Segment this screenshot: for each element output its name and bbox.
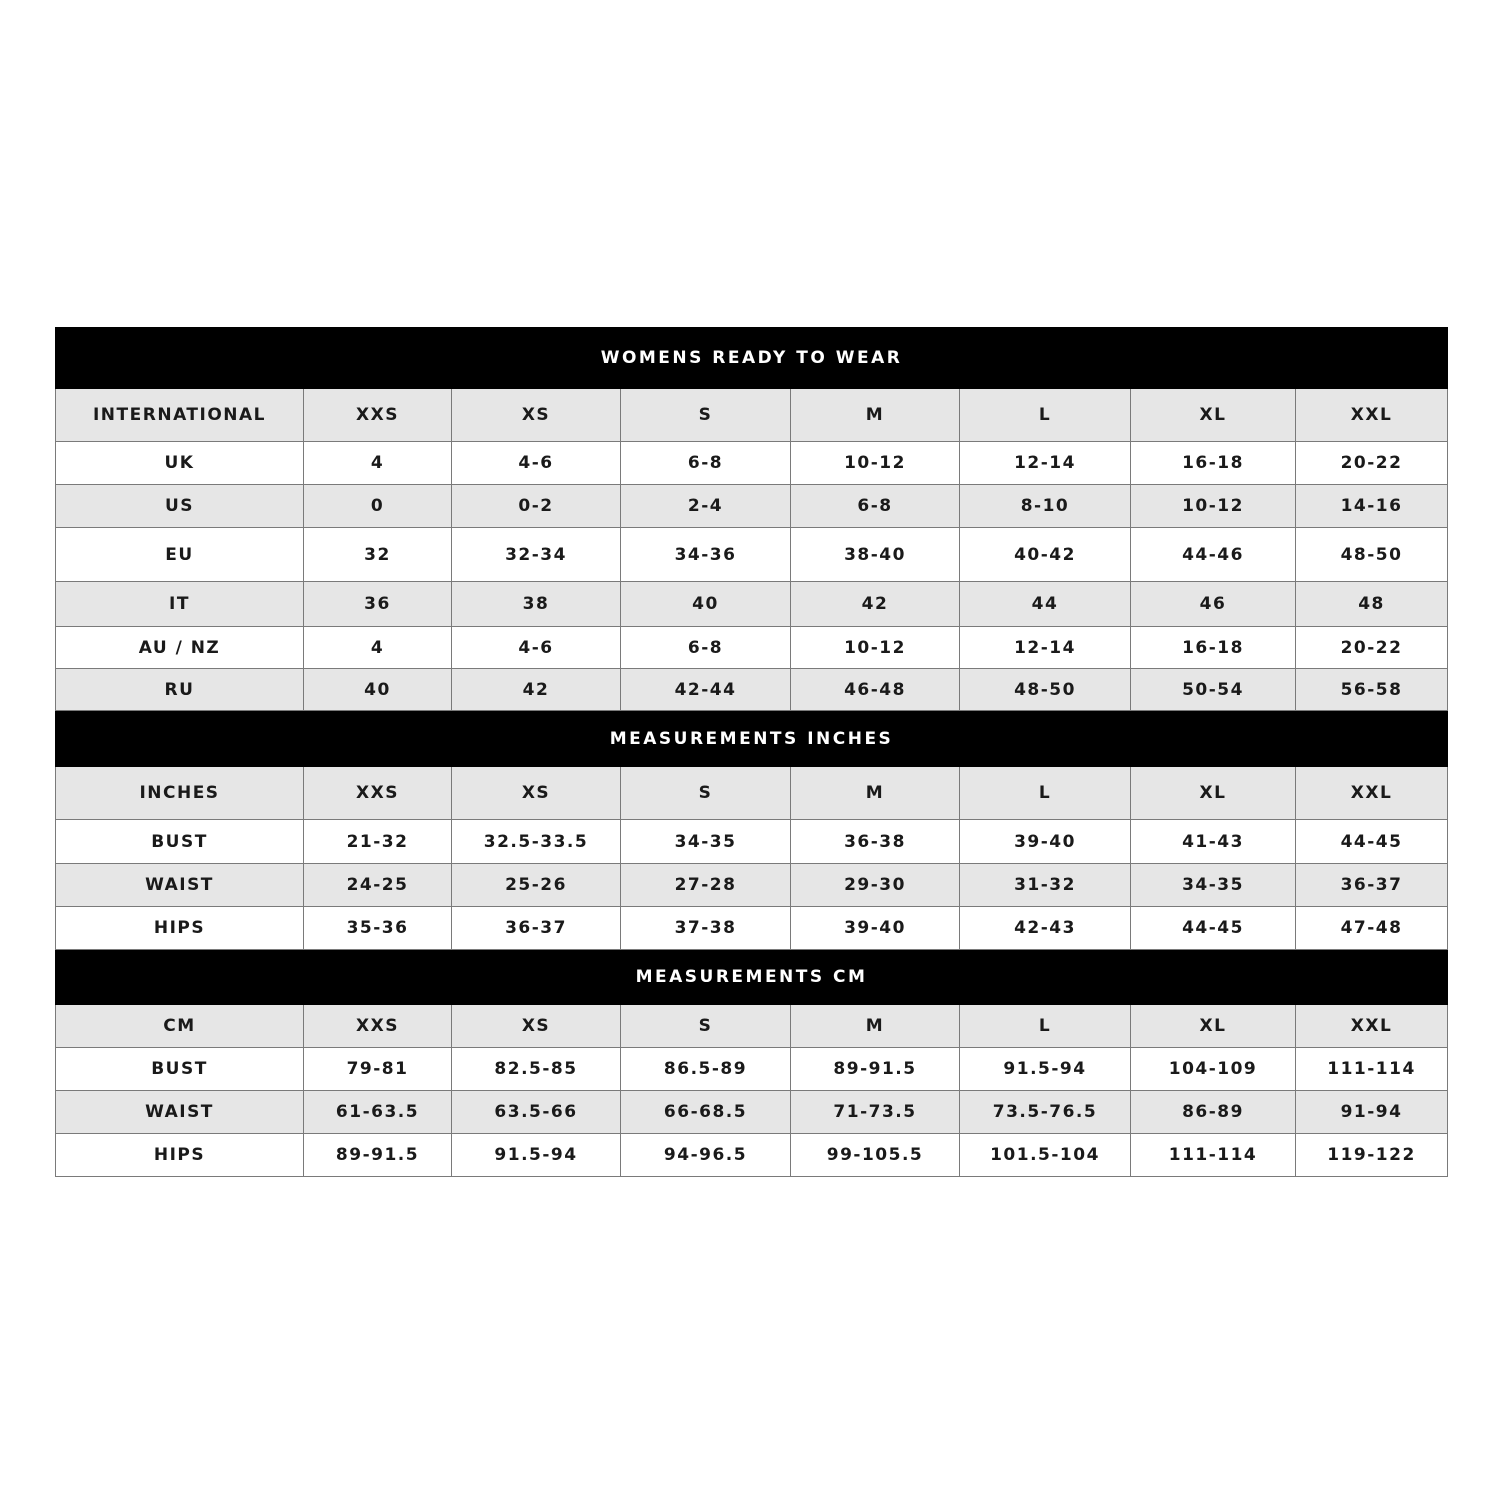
table-cell: 10-12: [791, 442, 960, 485]
table-cell: 44-45: [1296, 820, 1448, 864]
table-cell: 4: [304, 627, 452, 669]
size-column-header: L: [960, 389, 1131, 442]
table-cell: 79-81: [304, 1048, 452, 1091]
table-cell: 29-30: [791, 864, 960, 907]
table-row: [56, 1091, 1448, 1134]
table-cell: 44-46: [1131, 528, 1296, 582]
header-row: [56, 1005, 1448, 1048]
row-label: BUST: [56, 820, 304, 864]
table-cell: 4-6: [452, 442, 621, 485]
header-row: [56, 767, 1448, 820]
table-cell: 42-43: [960, 907, 1131, 950]
table-cell: 82.5-85: [452, 1048, 621, 1091]
table-cell: 89-91.5: [791, 1048, 960, 1091]
row-header-label: CM: [56, 1005, 304, 1048]
table-cell: 42: [452, 669, 621, 711]
row-label: HIPS: [56, 907, 304, 950]
table-row: [56, 907, 1448, 950]
table-cell: 42: [791, 582, 960, 627]
size-column-header: M: [791, 1005, 960, 1048]
table-cell: 36-38: [791, 820, 960, 864]
table-cell: 25-26: [452, 864, 621, 907]
table-cell: 44: [960, 582, 1131, 627]
header-row: [56, 389, 1448, 442]
row-header-label: INTERNATIONAL: [56, 389, 304, 442]
table-cell: 16-18: [1131, 627, 1296, 669]
size-column-header: M: [791, 389, 960, 442]
table-cell: 6-8: [621, 442, 791, 485]
row-label: UK: [56, 442, 304, 485]
table-row: [56, 864, 1448, 907]
table-cell: 35-36: [304, 907, 452, 950]
table-cell: 41-43: [1131, 820, 1296, 864]
table-row: [56, 627, 1448, 669]
size-column-header: XXL: [1296, 389, 1448, 442]
table-cell: 10-12: [791, 627, 960, 669]
table-cell: 20-22: [1296, 442, 1448, 485]
table-cell: 32-34: [452, 528, 621, 582]
size-column-header: XXS: [304, 767, 452, 820]
table-cell: 101.5-104: [960, 1134, 1131, 1177]
section-title: MEASUREMENTS CM: [56, 950, 1448, 1005]
size-column-header: XL: [1131, 1005, 1296, 1048]
table-cell: 8-10: [960, 485, 1131, 528]
table-cell: 48-50: [1296, 528, 1448, 582]
size-column-header: XS: [452, 767, 621, 820]
table-row: [56, 442, 1448, 485]
table-cell: 12-14: [960, 627, 1131, 669]
table-cell: 6-8: [791, 485, 960, 528]
table-cell: 34-35: [1131, 864, 1296, 907]
size-column-header: XS: [452, 389, 621, 442]
table-cell: 42-44: [621, 669, 791, 711]
table-cell: 119-122: [1296, 1134, 1448, 1177]
table-cell: 36: [304, 582, 452, 627]
row-label: IT: [56, 582, 304, 627]
size-column-header: XS: [452, 1005, 621, 1048]
size-column-header: XXL: [1296, 1005, 1448, 1048]
row-label: AU / NZ: [56, 627, 304, 669]
size-column-header: XXS: [304, 389, 452, 442]
table-cell: 12-14: [960, 442, 1131, 485]
table-cell: 37-38: [621, 907, 791, 950]
section-title: MEASUREMENTS INCHES: [56, 711, 1448, 767]
size-column-header: M: [791, 767, 960, 820]
table-cell: 6-8: [621, 627, 791, 669]
table-cell: 40: [621, 582, 791, 627]
size-column-header: XXS: [304, 1005, 452, 1048]
table-cell: 2-4: [621, 485, 791, 528]
row-label: HIPS: [56, 1134, 304, 1177]
table-row: [56, 669, 1448, 711]
table-cell: 63.5-66: [452, 1091, 621, 1134]
table-cell: 14-16: [1296, 485, 1448, 528]
table-cell: 91-94: [1296, 1091, 1448, 1134]
table-cell: 61-63.5: [304, 1091, 452, 1134]
table-cell: 40: [304, 669, 452, 711]
row-label: WAIST: [56, 1091, 304, 1134]
row-label: US: [56, 485, 304, 528]
table-cell: 48-50: [960, 669, 1131, 711]
size-column-header: XXL: [1296, 767, 1448, 820]
table-cell: 50-54: [1131, 669, 1296, 711]
table-cell: 86-89: [1131, 1091, 1296, 1134]
table-cell: 32.5-33.5: [452, 820, 621, 864]
table-cell: 44-45: [1131, 907, 1296, 950]
size-chart-table: [55, 327, 1448, 1177]
table-cell: 73.5-76.5: [960, 1091, 1131, 1134]
table-cell: 111-114: [1131, 1134, 1296, 1177]
size-column-header: S: [621, 1005, 791, 1048]
table-cell: 71-73.5: [791, 1091, 960, 1134]
table-cell: 0-2: [452, 485, 621, 528]
table-cell: 56-58: [1296, 669, 1448, 711]
table-cell: 48: [1296, 582, 1448, 627]
table-cell: 38: [452, 582, 621, 627]
section-banner: [56, 328, 1448, 389]
table-cell: 39-40: [791, 907, 960, 950]
size-column-header: S: [621, 389, 791, 442]
table-cell: 38-40: [791, 528, 960, 582]
row-label: EU: [56, 528, 304, 582]
table-cell: 111-114: [1296, 1048, 1448, 1091]
size-column-header: S: [621, 767, 791, 820]
table-row: [56, 820, 1448, 864]
size-column-header: L: [960, 1005, 1131, 1048]
table-row: [56, 582, 1448, 627]
table-row: [56, 485, 1448, 528]
table-row: [56, 528, 1448, 582]
row-label: BUST: [56, 1048, 304, 1091]
row-label: RU: [56, 669, 304, 711]
table-cell: 16-18: [1131, 442, 1296, 485]
table-cell: 47-48: [1296, 907, 1448, 950]
table-cell: 91.5-94: [452, 1134, 621, 1177]
table-cell: 99-105.5: [791, 1134, 960, 1177]
table-cell: 0: [304, 485, 452, 528]
table-cell: 36-37: [1296, 864, 1448, 907]
table-cell: 91.5-94: [960, 1048, 1131, 1091]
section-banner: [56, 711, 1448, 767]
row-header-label: INCHES: [56, 767, 304, 820]
table-cell: 34-35: [621, 820, 791, 864]
table-cell: 86.5-89: [621, 1048, 791, 1091]
table-cell: 46: [1131, 582, 1296, 627]
table-row: [56, 1134, 1448, 1177]
size-column-header: XL: [1131, 389, 1296, 442]
table-cell: 39-40: [960, 820, 1131, 864]
table-cell: 4: [304, 442, 452, 485]
section-banner: [56, 950, 1448, 1005]
table-cell: 34-36: [621, 528, 791, 582]
table-cell: 66-68.5: [621, 1091, 791, 1134]
table-cell: 20-22: [1296, 627, 1448, 669]
table-row: [56, 1048, 1448, 1091]
table-cell: 36-37: [452, 907, 621, 950]
size-column-header: L: [960, 767, 1131, 820]
table-cell: 31-32: [960, 864, 1131, 907]
table-cell: 40-42: [960, 528, 1131, 582]
size-chart: [55, 327, 1447, 1177]
table-cell: 27-28: [621, 864, 791, 907]
table-cell: 4-6: [452, 627, 621, 669]
table-cell: 104-109: [1131, 1048, 1296, 1091]
row-label: WAIST: [56, 864, 304, 907]
size-column-header: XL: [1131, 767, 1296, 820]
table-cell: 10-12: [1131, 485, 1296, 528]
section-title: WOMENS READY TO WEAR: [56, 328, 1448, 389]
table-cell: 24-25: [304, 864, 452, 907]
table-cell: 21-32: [304, 820, 452, 864]
table-cell: 94-96.5: [621, 1134, 791, 1177]
table-cell: 89-91.5: [304, 1134, 452, 1177]
table-cell: 32: [304, 528, 452, 582]
table-cell: 46-48: [791, 669, 960, 711]
